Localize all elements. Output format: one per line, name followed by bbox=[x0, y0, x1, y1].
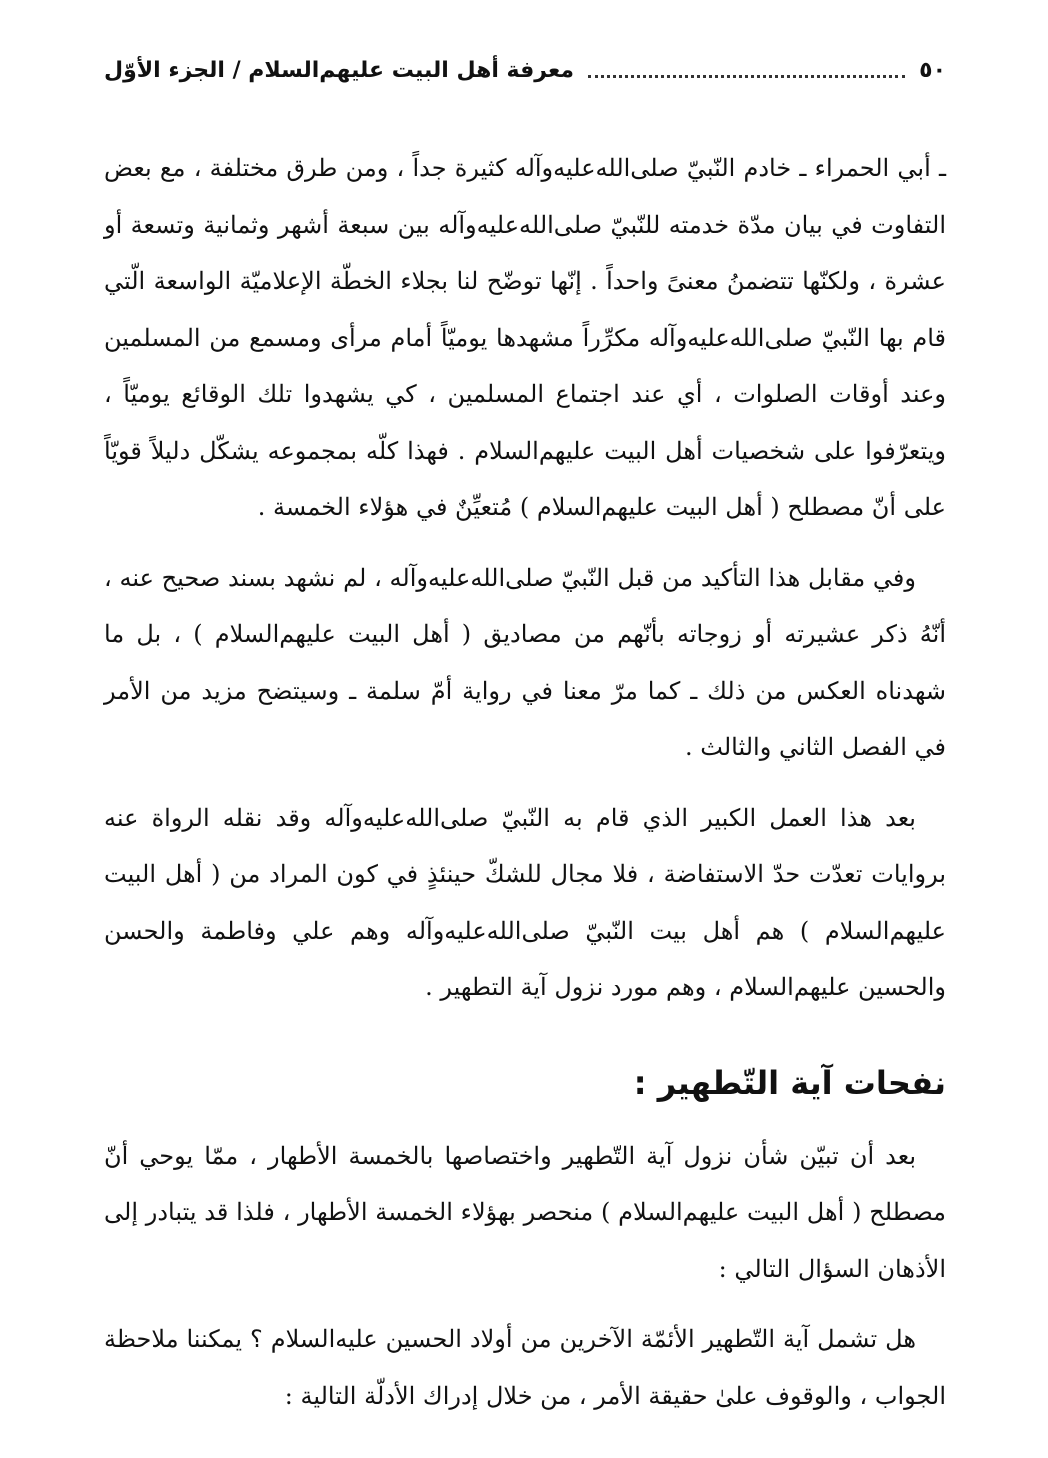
paragraph-2: وفي مقابل هذا التأكيد من قبل النّبيّ صلى‌الله‌عليه‌وآله ، لم نشهد بسند صحيح عنه ، أنّهُ ذكر عشيرته أو زوجاته بأنّهم من مصاديق ( أهل البيت عليهم‌السلام ) ، بل ما شهدناه العكس من ذلك ـ كما مرّ معنا في رواية أمّ سلمة ـ وسيتضح مزيد من الأمر في الفصل الثاني والثالث . bbox=[104, 563, 946, 761]
running-header bbox=[104, 40, 946, 100]
header-title: معرفة أهل البيت عليهم‌السلام / الجزء الأوّل bbox=[104, 57, 575, 83]
book-page bbox=[104, 40, 946, 1438]
page-number: ٥٠ bbox=[919, 57, 946, 83]
section-heading: نفحات آية التّطهير : bbox=[633, 1063, 946, 1102]
section-paragraph-1: بعد أن تبيّن شأن نزول آية التّطهير واختصاصها بالخمسة الأطهار ، ممّا يوحي أنّ مصطلح ( أهل البيت عليهم‌السلام ) منحصر بهؤلاء الخمسة الأطهار ، فلذا قد يتبادر إلى الأذهان السؤال التالي : bbox=[104, 1141, 946, 1283]
paragraph-3: بعد هذا العمل الكبير الذي قام به النّبيّ صلى‌الله‌عليه‌وآله وقد نقله الرواة عنه بروايات تعدّت حدّ الاستفاضة ، فلا مجال للشكّ حينئذٍ في كون المراد من ( أهل البيت عليهم‌السلام ) هم أهل بيت النّبيّ صلى‌الله‌عليه‌وآله وهم علي وفاطمة والحسن والحسين عليهم‌السلام ، وهم مورد نزول آية التطهير . bbox=[104, 803, 946, 1001]
header-dotted-leader bbox=[588, 75, 905, 78]
page-body bbox=[104, 140, 946, 1424]
section-paragraph-2: هل تشمل آية التّطهير الأئمّة الآخرين من أولاد الحسين عليه‌السلام ؟ يمكننا ملاحظة الجواب ، والوقوف علىٰ حقيقة الأمر ، من خلال إدراك الأدلّة التالية : bbox=[104, 1325, 946, 1410]
paragraph-1: ـ أبي الحمراء ـ خادم النّبيّ صلى‌الله‌عليه‌وآله كثيرة جداً ، ومن طرق مختلفة ، مع بعض التفاوت في بيان مدّة خدمته للنّبيّ صلى‌الله‌عليه‌وآله بين سبعة أشهر وثمانية وتسعة أو عشرة ، ولكنّها تتضمنُ معنىً واحداً . إنّها توضّح لنا بجلاء الخطّة الإعلاميّة الواسعة الّتي قام بها النّبيّ صلى‌الله‌عليه‌وآله مكرِّراً مشهدها يوميّاً أمام مرأى ومسمع من المسلمين وعند أوقات الصلوات ، أي عند اجتماع المسلمين ، كي يشهدوا تلك الوقائع يوميّاً ، ويتعرّفوا على شخصيات أهل البيت عليهم‌السلام . فهذا كلّه بمجموعه يشكّل دليلاً قويّاً على أنّ مصطلح ( أهل البيت عليهم‌السلام ) مُتعيِّنٌ في هؤلاء الخمسة . bbox=[104, 154, 946, 521]
